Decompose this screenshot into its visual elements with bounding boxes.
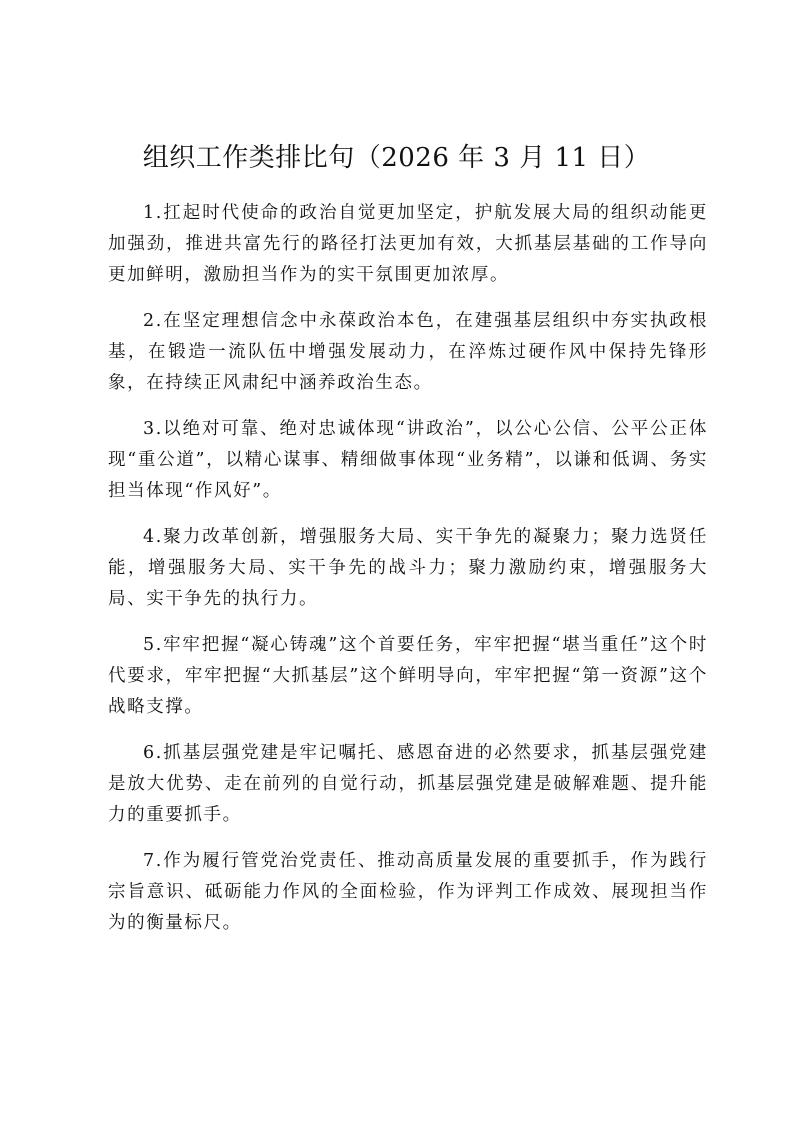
- paragraph-4: 4.聚力改革创新，增强服务大局、实干争先的凝聚力；聚力选贤任能，增强服务大局、实干争先的战斗力；聚力激励约束，增强服务大局、实干争先的执行力。: [108, 527, 708, 609]
- paragraph-1: 1.扛起时代使命的政治自觉更加坚定，护航发展大局的组织动能更加强劲，推进共富先行的路径打法更加有效，大抓基层基础的工作导向更加鲜明，激励担当作为的实干氛围更加浓厚。: [108, 203, 708, 285]
- paragraph-2: 2.在坚定理想信念中永葆政治本色，在建强基层组织中夯实执政根基，在锻造一流队伍中增强发展动力，在淬炼过硬作风中保持先锋形象，在持续正风肃纪中涵养政治生态。: [108, 311, 708, 393]
- paragraph-7: 7.作为履行管党治党责任、推动高质量发展的重要抓手，作为践行宗旨意识、砥砺能力作风的全面检验，作为评判工作成效、展现担当作为的衡量标尺。: [108, 851, 708, 933]
- paragraph-3: 3.以绝对可靠、绝对忠诚体现“讲政治”，以公心公信、公平公正体现“重公道”，以精心谋事、精细做事体现“业务精”，以谦和低调、务实担当体现“作风好”。: [108, 419, 708, 501]
- document-title: 组织工作类排比句（2026 年 3 月 11 日）: [142, 143, 651, 173]
- document-body: [108, 198, 708, 954]
- paragraph-5: 5.牢牢把握“凝心铸魂”这个首要任务，牢牢把握“堪当重任”这个时代要求，牢牢把握“大抓基层”这个鲜明导向，牢牢把握“第一资源”这个战略支撑。: [108, 635, 708, 717]
- paragraph-6: 6.抓基层强党建是牢记嘱托、感恩奋进的必然要求，抓基层强党建是放大优势、走在前列的自觉行动，抓基层强党建是破解难题、提升能力的重要抓手。: [108, 743, 708, 825]
